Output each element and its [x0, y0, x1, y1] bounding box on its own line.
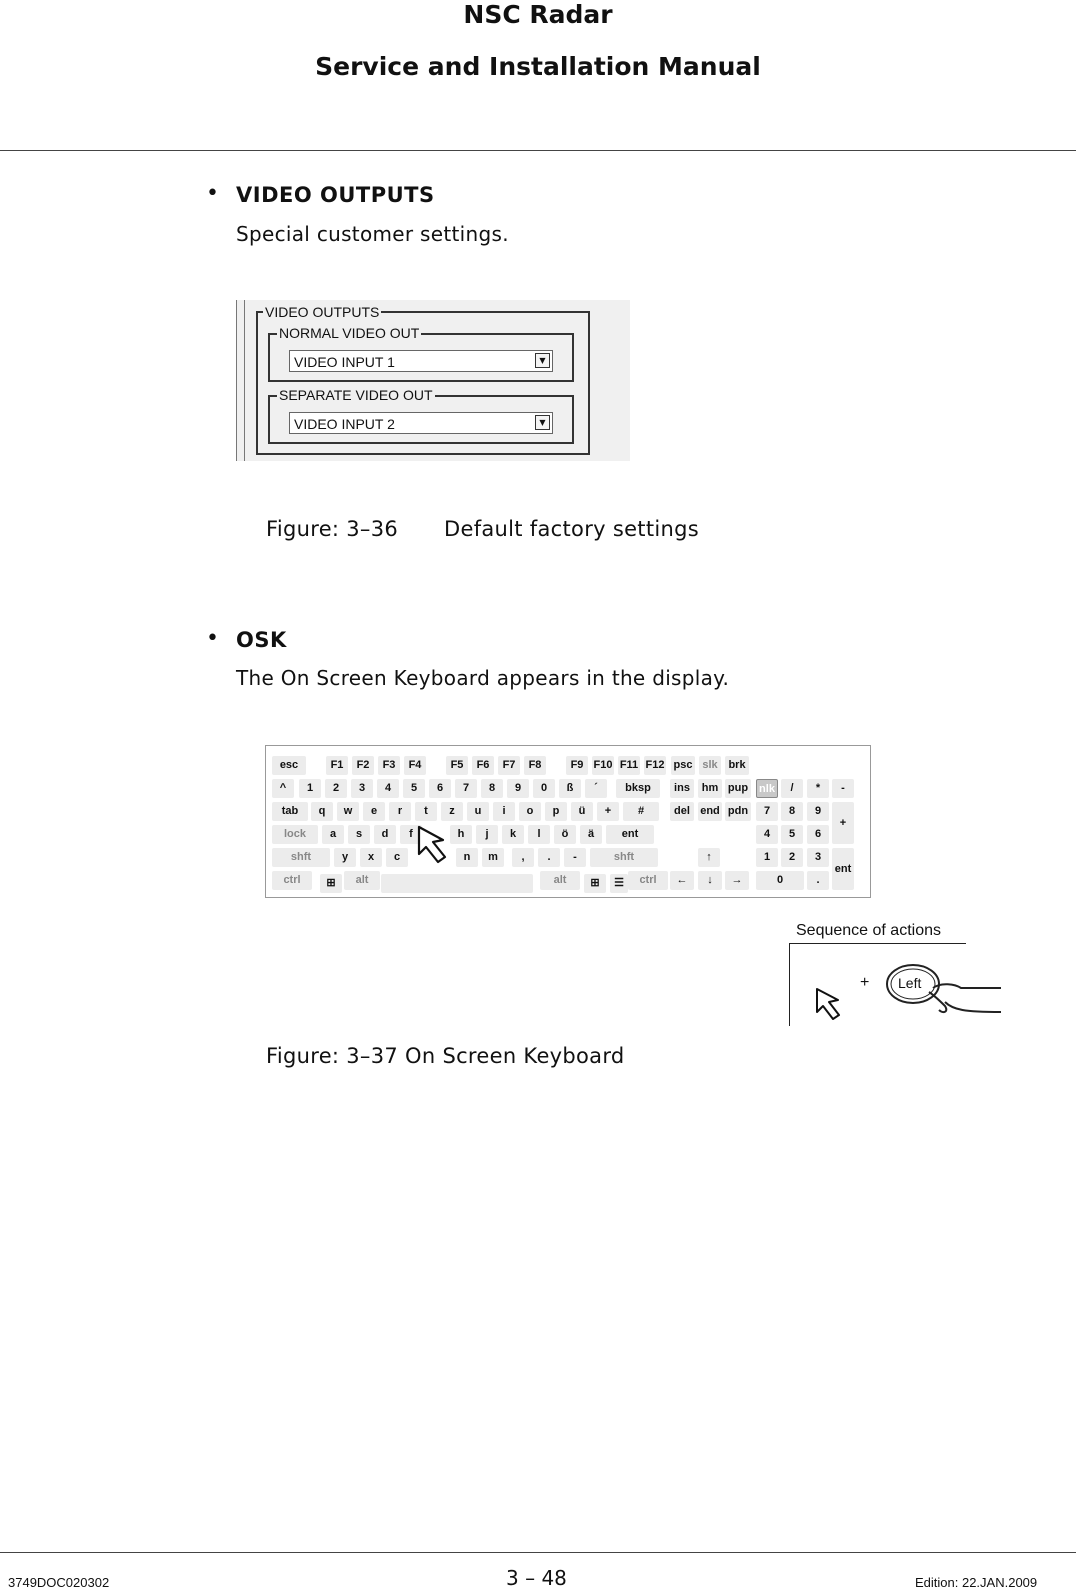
keyboard-key[interactable]: ü	[571, 802, 593, 821]
keyboard-key[interactable]: i	[493, 802, 515, 821]
keyboard-key[interactable]: /	[781, 779, 803, 798]
keyboard-key[interactable]: F1	[326, 756, 348, 775]
keyboard-key[interactable]: pdn	[725, 802, 751, 821]
keyboard-key[interactable]: F9	[566, 756, 588, 775]
keyboard-key[interactable]: ,	[512, 848, 534, 867]
sequence-rule	[789, 943, 790, 1026]
keyboard-key[interactable]: 8	[481, 779, 503, 798]
keyboard-key[interactable]: -	[832, 779, 854, 798]
section-text-osk: The On Screen Keyboard appears in the display.	[236, 666, 730, 690]
keyboard-key[interactable]: w	[337, 802, 359, 821]
keyboard-key[interactable]: z	[441, 802, 463, 821]
on-screen-keyboard	[265, 745, 871, 898]
keyboard-key[interactable]: m	[482, 848, 504, 867]
keyboard-key[interactable]: F11	[618, 756, 640, 775]
keyboard-key[interactable]: ß	[559, 779, 581, 798]
keyboard-key[interactable]: 3	[807, 848, 829, 867]
keyboard-key[interactable]: 5	[403, 779, 425, 798]
keyboard-key[interactable]: alt	[344, 871, 380, 890]
keyboard-key[interactable]: →	[725, 871, 749, 890]
normal-video-out-label: NORMAL VIDEO OUT	[279, 325, 420, 341]
keyboard-key[interactable]: 9	[507, 779, 529, 798]
keyboard-key[interactable]: esc	[272, 756, 306, 775]
footer-rule	[0, 1552, 1076, 1553]
keyboard-key[interactable]: n	[456, 848, 478, 867]
keyboard-key[interactable]: tab	[272, 802, 308, 821]
keyboard-key[interactable]: s	[348, 825, 370, 844]
keyboard-key[interactable]: brk	[725, 756, 749, 775]
keyboard-key[interactable]: ^	[272, 779, 294, 798]
keyboard-key[interactable]: ↓	[698, 871, 722, 890]
keyboard-key[interactable]: F6	[472, 756, 494, 775]
windows-key-icon[interactable]: ⊞	[320, 874, 342, 893]
keyboard-key[interactable]: 4	[377, 779, 399, 798]
keyboard-key[interactable]: j	[476, 825, 498, 844]
keyboard-key[interactable]: 7	[455, 779, 477, 798]
keyboard-key[interactable]: q	[311, 802, 333, 821]
keyboard-key[interactable]: 6	[429, 779, 451, 798]
keyboard-key[interactable]: F2	[352, 756, 374, 775]
keyboard-key[interactable]: ent	[832, 848, 854, 890]
keyboard-key[interactable]: ´	[585, 779, 607, 798]
keyboard-key[interactable]: r	[389, 802, 411, 821]
sequence-of-actions-title: Sequence of actions	[796, 922, 941, 939]
windows-key-icon[interactable]: ⊞	[584, 874, 606, 893]
sequence-plus: +	[860, 974, 870, 991]
keyboard-key[interactable]: c	[386, 848, 408, 867]
keyboard-key[interactable]: 6	[807, 825, 829, 844]
keyboard-key[interactable]: #	[623, 802, 659, 821]
keyboard-key[interactable]: x	[360, 848, 382, 867]
keyboard-key[interactable]: bksp	[616, 779, 660, 798]
document-title: NSC Radar	[463, 0, 613, 29]
figure-caption-osk: Figure: 3–37 On Screen Keyboard	[266, 1044, 625, 1068]
keyboard-key[interactable]: F7	[498, 756, 520, 775]
keyboard-key[interactable]: .	[538, 848, 560, 867]
keyboard-key[interactable]: +	[597, 802, 619, 821]
cursor-arrow-icon	[416, 824, 458, 866]
keyboard-key[interactable]: l	[528, 825, 550, 844]
keyboard-key[interactable]: pup	[725, 779, 751, 798]
keyboard-key[interactable]: 1	[756, 848, 778, 867]
keyboard-key[interactable]: o	[519, 802, 541, 821]
separate-video-out-select[interactable]	[289, 412, 553, 434]
keyboard-key[interactable]: ctrl	[272, 871, 312, 890]
keyboard-key[interactable]: ←	[670, 871, 694, 890]
section-heading-osk: OSK	[236, 628, 287, 652]
panel-edge	[244, 300, 245, 461]
keyboard-key[interactable]: F12	[644, 756, 666, 775]
keyboard-key[interactable]: u	[467, 802, 489, 821]
separate-video-out-label: SEPARATE VIDEO OUT	[279, 387, 433, 403]
header-rule	[0, 150, 1076, 151]
chevron-down-icon[interactable]: ▼	[535, 353, 550, 368]
document-subtitle: Service and Installation Manual	[315, 52, 761, 81]
left-click-hand-icon	[885, 962, 1003, 1020]
keyboard-key[interactable]: a	[322, 825, 344, 844]
bullet-video: •	[206, 181, 219, 206]
chevron-down-icon[interactable]: ▼	[535, 415, 550, 430]
keyboard-key[interactable]: slk	[699, 756, 721, 775]
keyboard-key[interactable]: 8	[781, 802, 803, 821]
sequence-rule	[790, 943, 966, 944]
keyboard-key[interactable]: 1	[299, 779, 321, 798]
keyboard-key[interactable]: F10	[592, 756, 614, 775]
keyboard-key[interactable]: k	[502, 825, 524, 844]
keyboard-key[interactable]: ö	[554, 825, 576, 844]
menu-key-icon[interactable]: ☰	[610, 874, 628, 893]
keyboard-key[interactable]: 4	[756, 825, 778, 844]
keyboard-key[interactable]: F4	[404, 756, 426, 775]
keyboard-key[interactable]: 5	[781, 825, 803, 844]
keyboard-key[interactable]: 2	[781, 848, 803, 867]
separate-video-out-value: VIDEO INPUT 2	[294, 416, 395, 432]
keyboard-key[interactable]: F5	[446, 756, 468, 775]
keyboard-key[interactable]: 9	[807, 802, 829, 821]
keyboard-key[interactable]: ctrl	[628, 871, 668, 890]
normal-video-out-select[interactable]	[289, 350, 553, 372]
keyboard-key[interactable]: alt	[540, 871, 580, 890]
keyboard-key[interactable]: hm	[698, 779, 722, 798]
keyboard-key[interactable]: ent	[606, 825, 654, 844]
keyboard-key[interactable]: *	[807, 779, 829, 798]
keyboard-key[interactable]: F8	[524, 756, 546, 775]
keyboard-key[interactable]: +	[832, 802, 854, 844]
keyboard-key[interactable]: 2	[325, 779, 347, 798]
left-mouse-button-label: Left	[898, 975, 922, 991]
keyboard-key[interactable]: nlk	[756, 779, 778, 798]
section-heading-video-outputs: VIDEO OUTPUTS	[236, 183, 435, 207]
bullet-osk: •	[206, 626, 219, 651]
figure-caption: Default factory settings	[444, 517, 699, 541]
footer-edition: Edition: 22.JAN.2009	[915, 1575, 1038, 1590]
cursor-arrow-icon	[814, 986, 850, 1022]
keyboard-key[interactable]: ins	[670, 779, 694, 798]
keyboard-key[interactable]: e	[363, 802, 385, 821]
video-outputs-group-label: VIDEO OUTPUTS	[265, 304, 380, 320]
keyboard-key[interactable]: 0	[756, 871, 804, 890]
keyboard-key[interactable]: ä	[580, 825, 602, 844]
keyboard-key[interactable]: t	[415, 802, 437, 821]
normal-video-out-value: VIDEO INPUT 1	[294, 354, 395, 370]
keyboard-key[interactable]: 7	[756, 802, 778, 821]
keyboard-key[interactable]: -	[564, 848, 586, 867]
keyboard-key[interactable]: shft	[272, 848, 330, 867]
keyboard-key[interactable]: p	[545, 802, 567, 821]
keyboard-key[interactable]: lock	[272, 825, 318, 844]
keyboard-key[interactable]: F3	[378, 756, 400, 775]
keyboard-key[interactable]: h	[450, 825, 472, 844]
footer-page-number: 3 – 48	[506, 1566, 567, 1590]
keyboard-key[interactable]: 3	[351, 779, 373, 798]
keyboard-key[interactable]: 0	[533, 779, 555, 798]
footer-doc-id: 3749DOC020302	[8, 1575, 110, 1590]
keyboard-key[interactable]: y	[334, 848, 356, 867]
section-text-video-outputs: Special customer settings.	[236, 222, 509, 246]
panel-edge	[236, 300, 237, 461]
figure-number: Figure: 3–36	[266, 517, 399, 541]
keyboard-key[interactable]: ↑	[698, 848, 720, 867]
keyboard-key[interactable]: del	[670, 802, 694, 821]
keyboard-key[interactable]: psc	[671, 756, 695, 775]
space-key[interactable]	[381, 874, 533, 893]
keyboard-key[interactable]: .	[807, 871, 829, 890]
keyboard-key[interactable]: f	[400, 825, 422, 844]
keyboard-key[interactable]: d	[374, 825, 396, 844]
keyboard-key[interactable]: end	[698, 802, 722, 821]
keyboard-key[interactable]: shft	[590, 848, 658, 867]
